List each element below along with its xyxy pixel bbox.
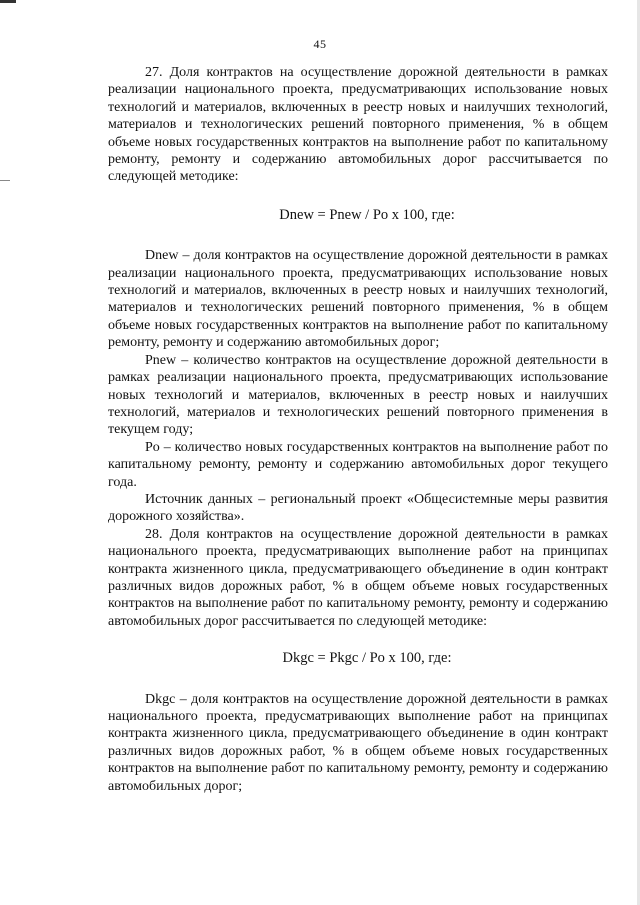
document-body bbox=[108, 64, 608, 795]
definition-dnew: Dnew – доля контрактов на осуществление дорожной деятельности в рамках реализации национального проекта, предусматривающих использование новых технологий и материалов, включенных в реестр новых и наилучших технологий, материалов и технологических решений повторного применения, % в общем объеме новых государственных контрактов на выполнение работ по капитальному ремонту, ремонту и содержанию автомобильных дорог; bbox=[108, 248, 608, 351]
scan-mark bbox=[0, 180, 10, 181]
definition-po: Po – количество новых государственных контрактов на выполнение работ по капитальному ремонту, ремонту и содержанию автомобильных дорог текущего года. bbox=[108, 439, 608, 490]
paragraph-27: 27. Доля контрактов на осуществление дорожной деятельности в рамках реализации национального проекта, предусматривающих использование новых технологий и материалов, включенных в реестр новых и наилучших технологий, материалов и технологических решений повторного применения, % в общем объеме новых государственных контрактов на выполнение работ по капитальному ремонту, ремонту и содержанию автомобильных дорог рассчитывается по следующей методике: bbox=[108, 65, 608, 185]
definition-pnew: Pnew – количество контрактов на осуществление дорожной деятельности в рамках реализации национального проекта, предусматривающих использование новых технологий и материалов, включенных в реестр новых и наилучших технологий, материалов и технологических решений повторного применения в текущем году; bbox=[108, 352, 608, 438]
formula-dnew: Dnew = Pnew / Po x 100, где: bbox=[279, 206, 455, 223]
paragraph-28: 28. Доля контрактов на осуществление дорожной деятельности в рамках национального проекта, предусматривающих выполнение работ на принципах контракта жизненного цикла, предусматривающего объединение в один контракт различных видов дорожных работ, % в общем объеме новых государственных контрактов на выполнение работ по капитальному ремонту, ремонту и содержанию автомобильных дорог рассчитывается по следующей методике: bbox=[108, 526, 608, 629]
data-source-27: Источник данных – региональный проект «Общесистемные меры развития дорожного хозяйства». bbox=[108, 491, 608, 525]
page-number: 45 bbox=[313, 37, 327, 51]
scan-edge-top bbox=[0, 0, 16, 3]
formula-dkgc: Dkgc = Pkgc / Po x 100, где: bbox=[282, 650, 452, 667]
definition-dkgc: Dkgc – доля контрактов на осуществление дорожной деятельности в рамках национального проекта, предусматривающих выполнение работ на принципах контракта жизненного цикла, предусматривающего объединение в один контракт различных видов дорожных работ, % в общем объеме новых государственных контрактов на выполнение работ по капитальному ремонту, ремонту и содержанию автомобильных дорог; bbox=[108, 691, 608, 794]
